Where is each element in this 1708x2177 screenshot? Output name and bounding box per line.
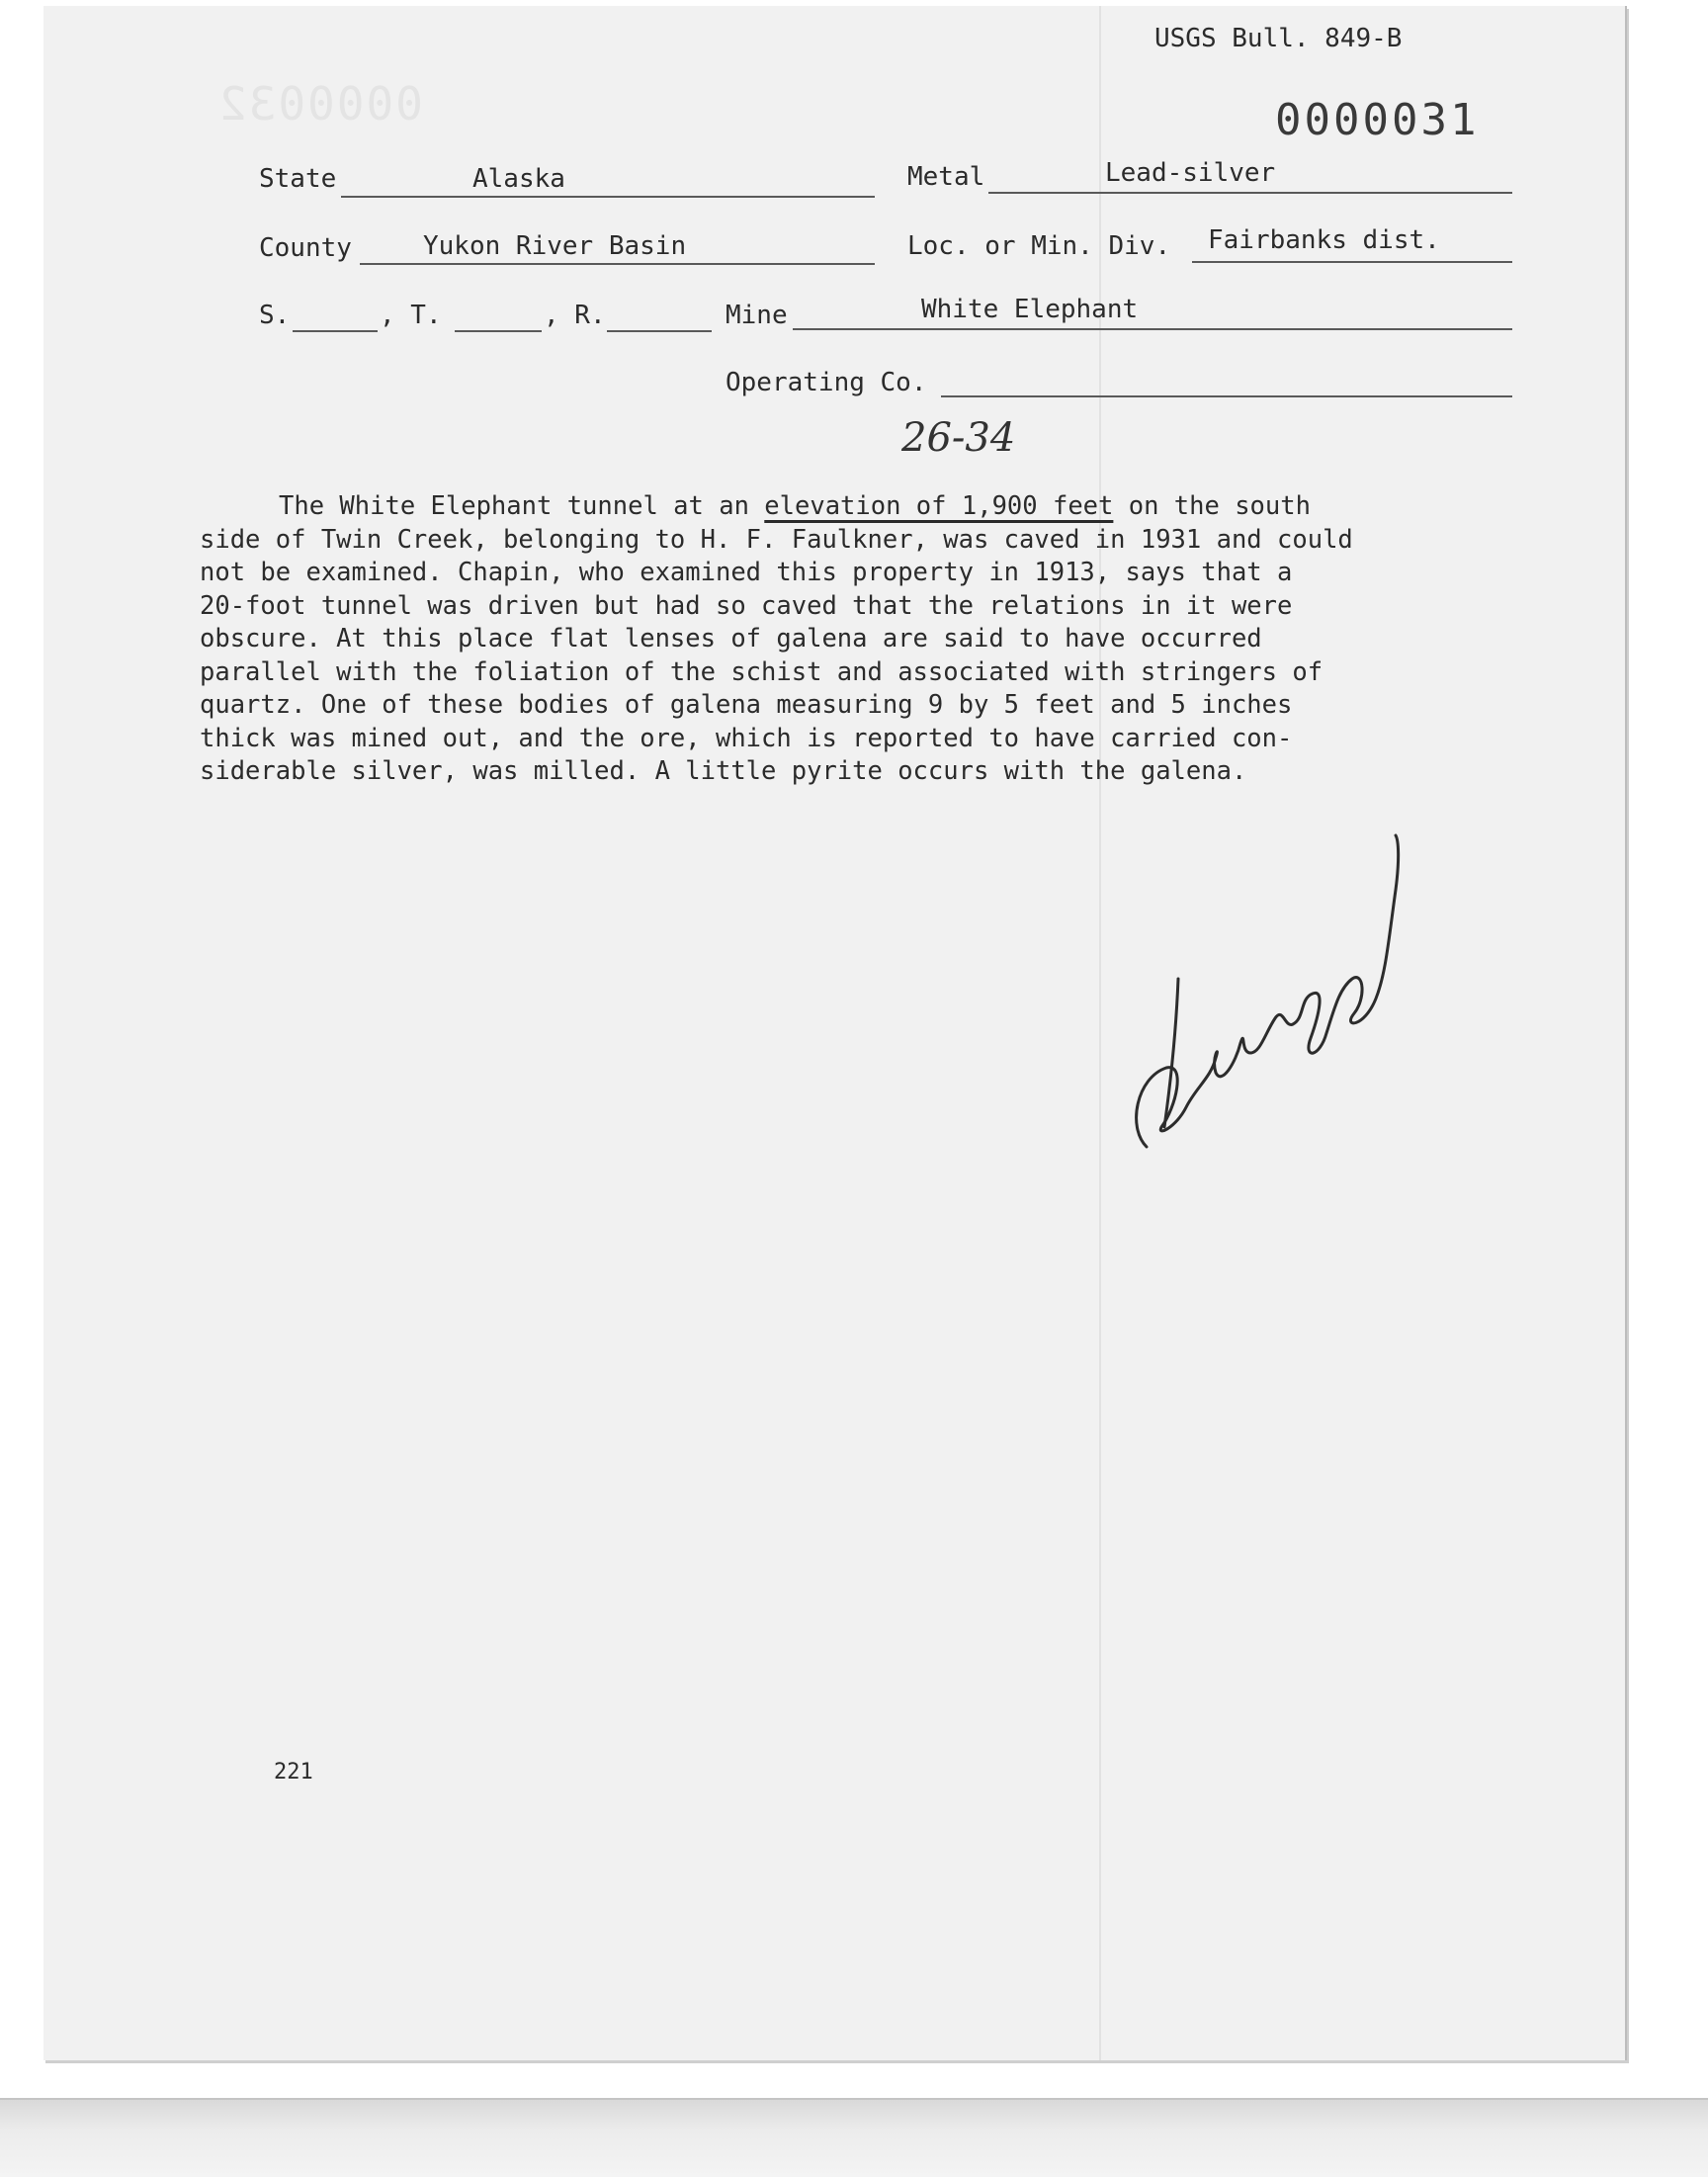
loc-label: Loc. or Min. Div. [907, 231, 1171, 261]
county-value: Yukon River Basin [423, 231, 687, 261]
body-line-4: 20-foot tunnel was driven but had so caved that the relations in it were [200, 590, 1293, 621]
scan-edge [0, 2098, 1708, 2177]
township-label: , T. [380, 301, 442, 330]
state-label: State [259, 164, 337, 194]
section-field-line [293, 330, 378, 332]
state-value: Alaska [472, 164, 565, 194]
operating-co-label: Operating Co. [726, 368, 927, 397]
state-field-line [341, 196, 875, 198]
document-number-stamp: 0000031 [1275, 95, 1480, 145]
handwritten-note: 26-34 [901, 415, 1016, 461]
body-line-2: side of Twin Creek, belonging to H. F. Faulkner, was caved in 1931 and could [200, 524, 1353, 555]
section-label: S. [259, 301, 291, 330]
metal-value: Lead-silver [1105, 158, 1276, 188]
body-line-5: obscure. At this place flat lenses of galena are said to have occurred [200, 624, 1262, 653]
metal-label: Metal [907, 162, 985, 192]
body-line-1: The White Elephant tunnel at an elevation of 1,900 feet on the south [279, 491, 1311, 521]
underlined-elevation: elevation of 1,900 feet [764, 491, 1114, 521]
body-line-3: not be examined. Chapin, who examined this property in 1913, says that a [200, 558, 1293, 587]
body-paragraph [200, 490, 1353, 789]
county-field-line [360, 263, 875, 265]
range-label: , R. [544, 301, 606, 330]
loc-value: Fairbanks dist. [1208, 225, 1440, 255]
metal-field-line [988, 192, 1512, 194]
mine-field-line [793, 328, 1512, 330]
body-line-6: parallel with the foliation of the schist and associated with stringers of [200, 656, 1324, 687]
range-field-line [607, 330, 712, 332]
page-number: 221 [274, 1760, 313, 1785]
loc-field-line [1192, 261, 1512, 263]
township-field-line [455, 330, 542, 332]
handwritten-signature [1117, 830, 1413, 1157]
county-label: County [259, 233, 352, 263]
bulletin-reference: USGS Bull. 849-B [1154, 24, 1403, 53]
body-line-7: quartz. One of these bodies of galena measuring 9 by 5 feet and 5 inches [200, 690, 1293, 720]
body-line-8: thick was mined out, and the ore, which is reported to have carried con- [200, 723, 1293, 753]
operating-co-field-line [941, 395, 1512, 397]
body-line-9: siderable silver, was milled. A little pyrite occurs with the galena. [200, 756, 1247, 786]
mine-label: Mine [726, 301, 788, 330]
ghost-stamp: 0000032 [217, 77, 423, 131]
mine-value: White Elephant [921, 295, 1139, 324]
